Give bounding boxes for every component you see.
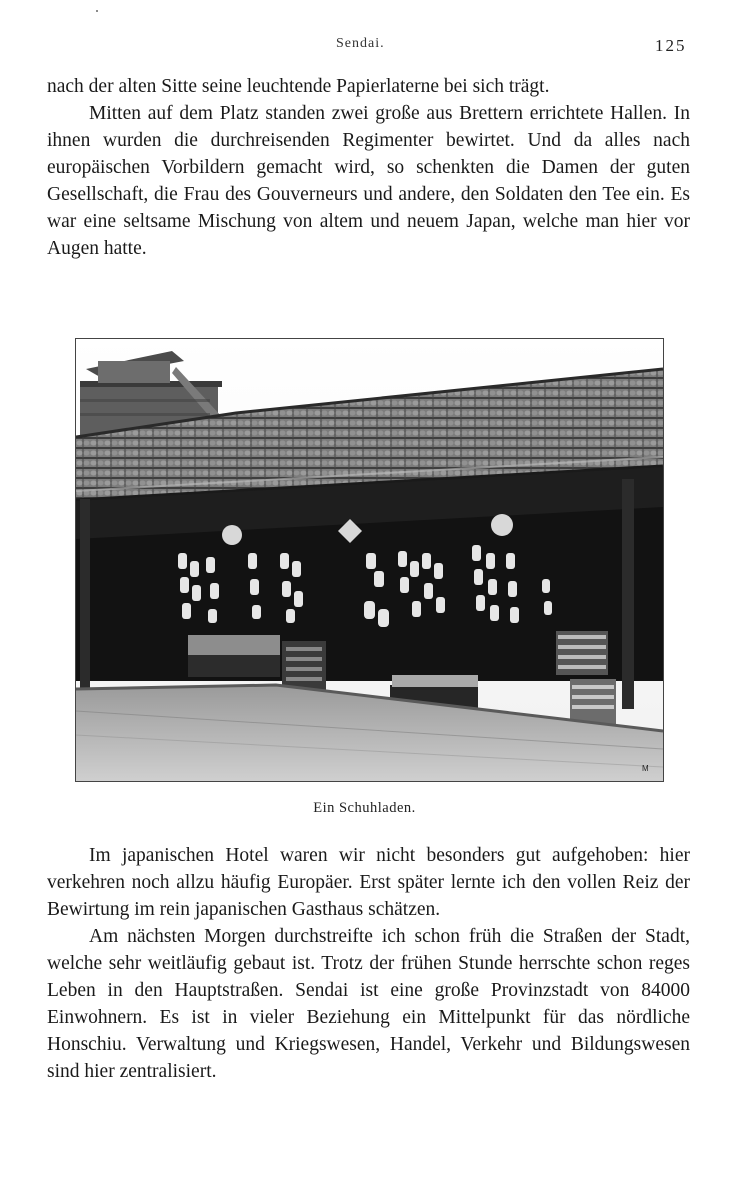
- engraver-monogram: M: [642, 764, 649, 773]
- paragraph-halls: Mitten auf dem Platz standen zwei große aus Brettern errichtete Hallen. In ihnen wurden die durchreisenden Regimenter bewirtet. Und da alles nach europäischen Vorbildern gemacht wird, so schenkten die Damen der guten Gesellschaft, die Frau des Gouverneurs und andere, den Soldaten den Tee ein. Es war eine seltsame Mischung von altem und neuem Japan, welche man hier vor Augen hatte.: [47, 103, 690, 259]
- page-speck: [96, 10, 98, 12]
- shoe-shop-photograph: [75, 338, 664, 782]
- figure-caption: Ein Schuhladen.: [313, 800, 416, 816]
- paragraph-city: Am nächsten Morgen durchstreifte ich schon früh die Straßen der Stadt, welche sehr weitläufig gebaut ist. Trotz der frühen Stunde herrschte schon reges Leben in den Hauptstraßen. Sendai ist eine große Provinzstadt von 84000 Einwohnern. Es ist in vieler Beziehung ein Mittelpunkt für das nördliche Honschiu. Verwaltung und Kriegswesen, Handel, Verkehr und Bildungswesen sind hier zentralisiert.: [47, 926, 690, 1082]
- paragraph-continuation: nach der alten Sitte seine leuchtende Papierlaterne bei sich trägt.: [47, 76, 550, 97]
- upper-text-block: [47, 73, 690, 262]
- photograph-illustration: [76, 339, 663, 781]
- running-title: Sendai.: [336, 36, 385, 51]
- page-number: 125: [655, 36, 687, 55]
- paragraph-hotel: Im japanischen Hotel waren wir nicht besonders gut aufgehoben: hier verkehren noch allzu häufig Europäer. Erst später lernte ich den vollen Reiz der Bewirtung im rein japanischen Gasthaus schätzen.: [47, 845, 690, 920]
- lower-text-block: [47, 842, 690, 1085]
